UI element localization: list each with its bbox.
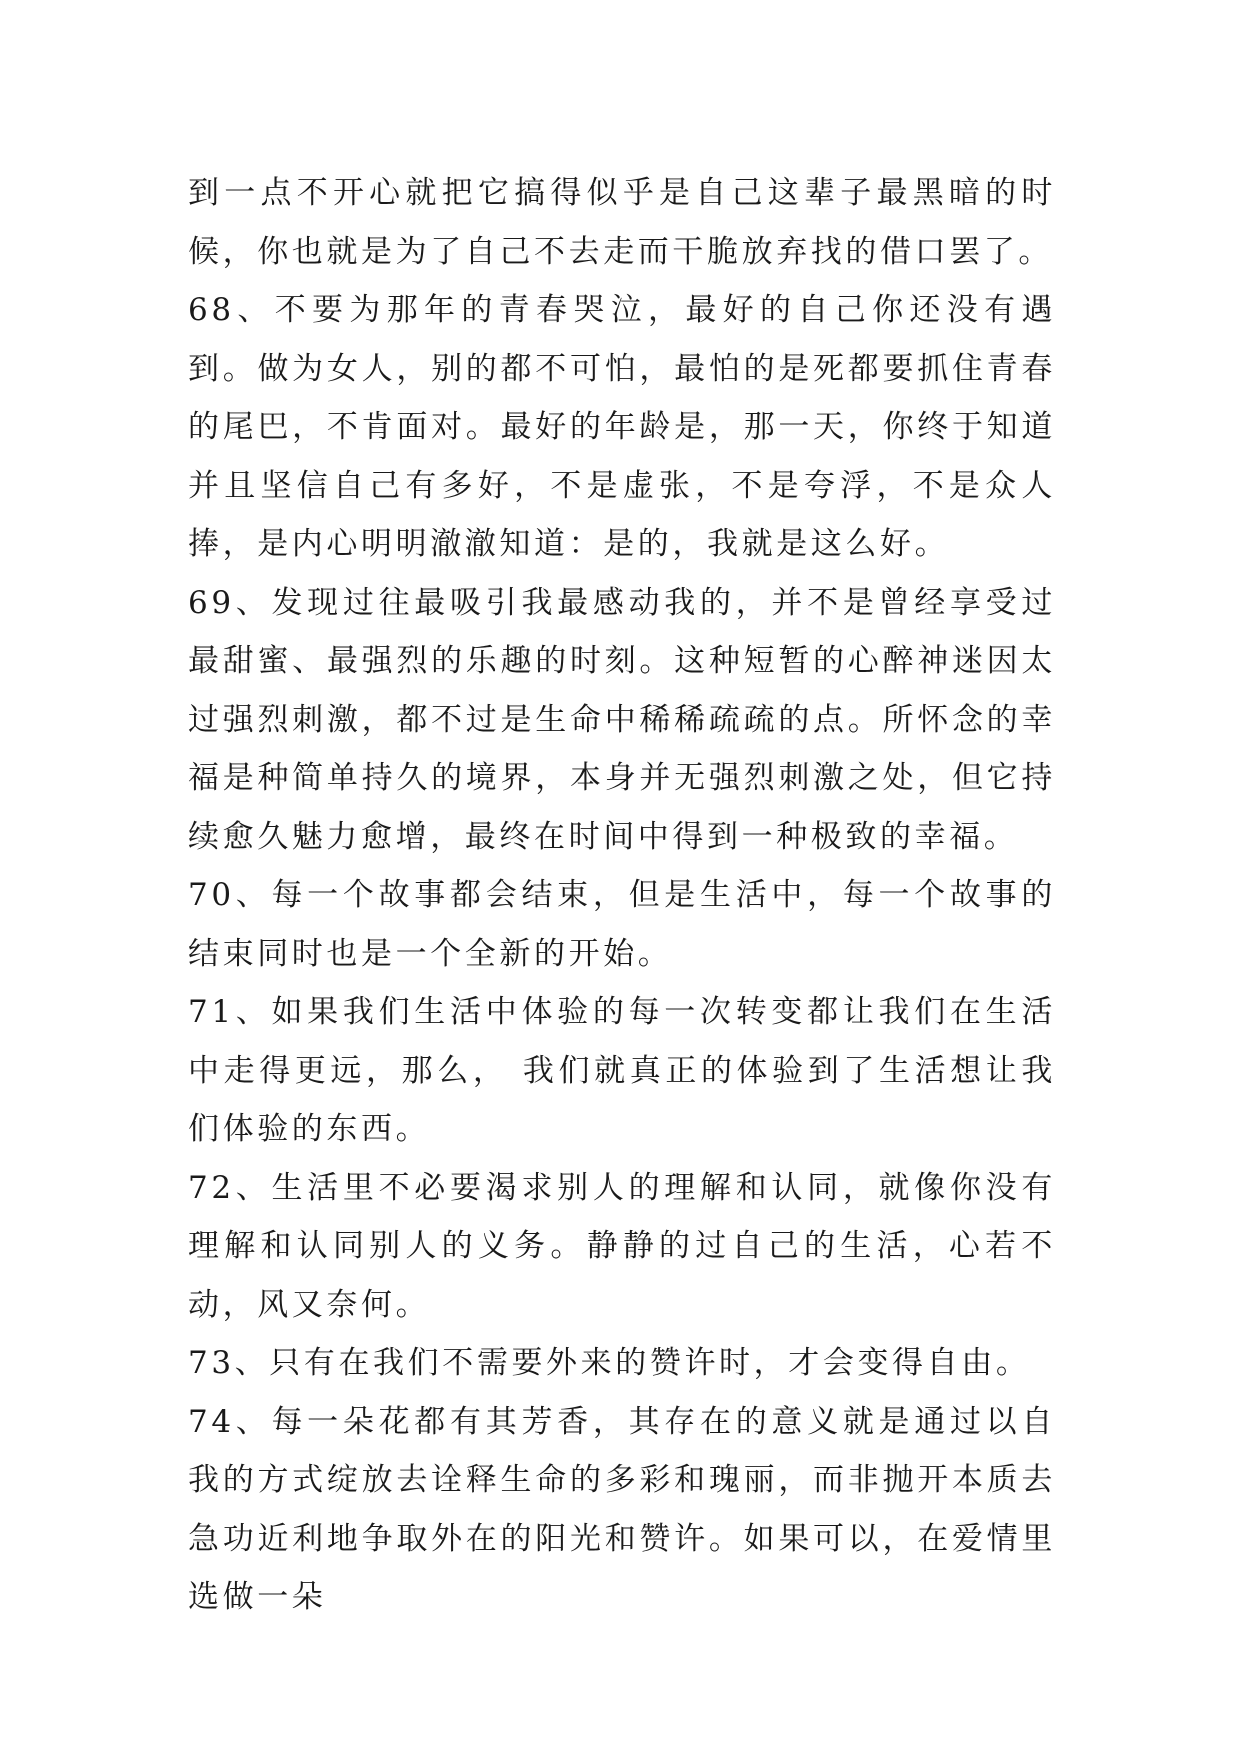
paragraph-72: 72、生活里不必要渴求别人的理解和认同，就像你没有理解和认同别人的义务。静静的过自己的生活，心若不动，风又奈何。 xyxy=(188,1169,1056,1323)
paragraph-73: 73、只有在我们不需要外来的赞许时，才会变得自由。 xyxy=(188,1345,1031,1381)
paragraph-70: 70、每一个故事都会结束，但是生活中，每一个故事的结束同时也是一个全新的开始。 xyxy=(188,877,1056,972)
paragraph-74: 74、每一朵花都有其芳香，其存在的意义就是通过以自我的方式绽放去诠释生命的多彩和瑰丽，而非抛开本质去急功近利地争取外在的阳光和赞许。如果可以，在爱情里选做一朵 xyxy=(188,1403,1056,1615)
paragraph-71: 71、如果我们生活中体验的每一次转变都让我们在生活中走得更远，那么， 我们就真正的体验到了生活想让我们体验的东西。 xyxy=(188,994,1056,1147)
paragraph-68: 68、不要为那年的青春哭泣，最好的自己你还没有遇到。做为女人，别的都不可怕，最怕的是死都要抓住青春的尾巴，不肯面对。最好的年龄是，那一天，你终于知道并且坚信自己有多好，不是虚张，不是夸浮，不是众人捧，是内心明明澈澈知道：是的，我就是这么好。 xyxy=(188,292,1056,562)
paragraph-69: 69、发现过往最吸引我最感动我的，并不是曾经享受过最甜蜜、最强烈的乐趣的时刻。这种短暂的心醉神迷因太过强烈刺激，都不过是生命中稀稀疏疏的点。所怀念的幸福是种简单持久的境界，本身并无强烈刺激之处，但它持续愈久魅力愈增，最终在时间中得到一种极致的幸福。 xyxy=(188,584,1056,855)
document-body xyxy=(188,164,1056,1627)
paragraph-continuation: 到一点不开心就把它搞得似乎是自己这辈子最黑暗的时候，你也就是为了自己不去走而干脆放弃找的借口罢了。 xyxy=(188,175,1056,270)
